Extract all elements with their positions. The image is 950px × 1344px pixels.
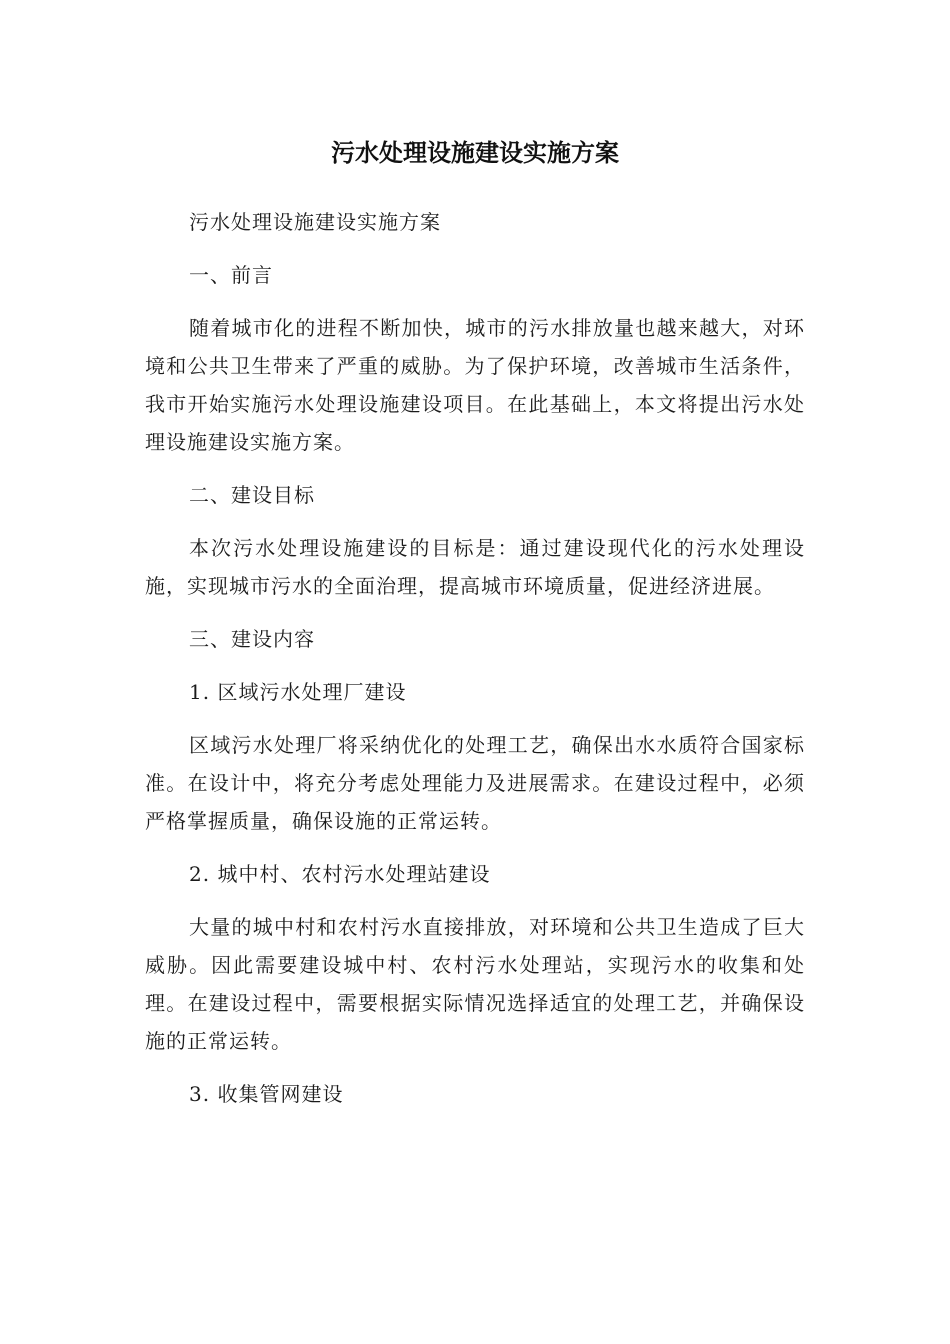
paragraph-subtitle: 污水处理设施建设实施方案 (189, 210, 441, 234)
document-title: 污水处理设施建设实施方案 (331, 139, 619, 167)
subheading-regional-plant: 1. 区域污水处理厂建设 (189, 680, 407, 704)
paragraph-preface: 随着城市化的进程不断加快，城市的污水排放量也越来越大，对环境和公共卫生带来了严重的威胁。为了保护环境，改善城市生活条件，我市开始实施污水处理设施建设项目。在此基础上，本文将提出污水处理设施建设实施方案。 (145, 316, 805, 454)
section-heading-content: 三、建设内容 (189, 627, 315, 651)
section-heading-goals: 二、建设目标 (189, 483, 315, 507)
subheading-village-stations: 2. 城中村、农村污水处理站建设 (189, 862, 491, 886)
section-heading-preface: 一、前言 (189, 263, 273, 287)
paragraph-village-stations: 大量的城中村和农村污水直接排放，对环境和公共卫生造成了巨大威胁。因此需要建设城中村、农村污水处理站，实现污水的收集和处理。在建设过程中，需要根据实际情况选择适宜的处理工艺，并确保设施的正常运转。 (145, 915, 805, 1053)
subheading-pipe-network: 3. 收集管网建设 (189, 1082, 344, 1106)
paragraph-goals: 本次污水处理设施建设的目标是：通过建设现代化的污水处理设施，实现城市污水的全面治理，提高城市环境质量，促进经济进展。 (145, 536, 805, 598)
document-body (145, 203, 805, 1128)
paragraph-regional-plant: 区域污水处理厂将采纳优化的处理工艺，确保出水水质符合国家标准。在设计中，将充分考虑处理能力及进展需求。在建设过程中，必须严格掌握质量，确保设施的正常运转。 (145, 733, 805, 833)
